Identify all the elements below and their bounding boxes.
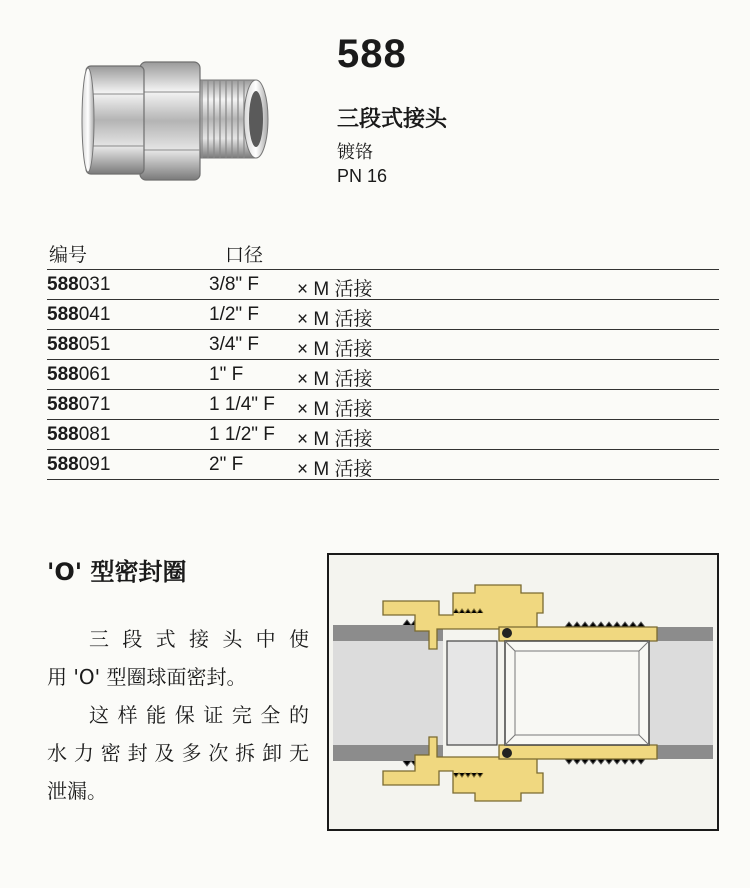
table-row [47, 300, 719, 330]
product-photo [78, 42, 278, 192]
description-line: 用 'O' 型圈球面密封。 [47, 665, 247, 689]
description-line: 这样能保证完全的 [89, 703, 309, 727]
description-line: 水力密封及多次拆卸无 [47, 741, 309, 765]
item-code [47, 304, 110, 326]
table-row [47, 450, 719, 480]
item-size: 1" F [209, 364, 244, 385]
item-code [47, 364, 110, 386]
code-prefix: 588 [47, 424, 79, 445]
item-size: 2" F [209, 454, 244, 475]
item-size: 3/4" F [209, 334, 260, 355]
code-prefix: 588 [47, 364, 79, 385]
code-suffix: 041 [78, 304, 111, 325]
item-connection: × M 活接 [297, 309, 373, 330]
header-size: 口径 [225, 244, 264, 266]
item-size: 1 1/2" F [209, 424, 275, 445]
section-title: 'O' 型密封圈 [47, 558, 187, 586]
table-row [47, 330, 719, 360]
code-prefix: 588 [47, 334, 79, 355]
item-size: 1 1/4" F [209, 394, 275, 415]
item-code [47, 274, 110, 296]
item-size: 3/8" F [209, 274, 260, 295]
table-row [47, 360, 719, 390]
item-code [47, 454, 110, 476]
code-suffix: 031 [78, 274, 111, 295]
header-code: 编号 [49, 244, 88, 266]
item-connection: × M 活接 [297, 279, 373, 300]
item-code [47, 424, 110, 446]
code-suffix: 081 [78, 424, 111, 445]
item-connection: × M 活接 [297, 339, 373, 360]
code-suffix: 051 [78, 334, 111, 355]
union-cross-section-icon [329, 555, 717, 829]
pressure-rating: PN 16 [337, 166, 388, 186]
code-suffix: 071 [78, 394, 111, 415]
table-row [47, 420, 719, 450]
description-line: 泄漏。 [47, 779, 107, 803]
model-number: 588 [337, 32, 407, 76]
code-suffix: 091 [78, 454, 111, 475]
code-prefix: 588 [47, 274, 79, 295]
table-header [47, 236, 719, 270]
item-connection: × M 活接 [297, 399, 373, 420]
code-prefix: 588 [47, 454, 79, 475]
seal-description [47, 620, 309, 810]
item-connection: × M 活接 [297, 459, 373, 480]
item-connection: × M 活接 [297, 369, 373, 390]
cross-section-diagram [327, 553, 719, 831]
table-row [47, 270, 719, 300]
code-prefix: 588 [47, 304, 79, 325]
item-code [47, 394, 110, 416]
item-connection: × M 活接 [297, 429, 373, 450]
description-line: 三段式接头中使 [89, 627, 309, 651]
item-code [47, 334, 110, 356]
code-prefix: 588 [47, 394, 79, 415]
product-title: 三段式接头 [337, 107, 448, 132]
item-size: 1/2" F [209, 304, 260, 325]
table-row [47, 390, 719, 420]
spec-table [47, 236, 719, 480]
code-suffix: 061 [78, 364, 111, 385]
finish-label: 镀铬 [337, 142, 373, 163]
